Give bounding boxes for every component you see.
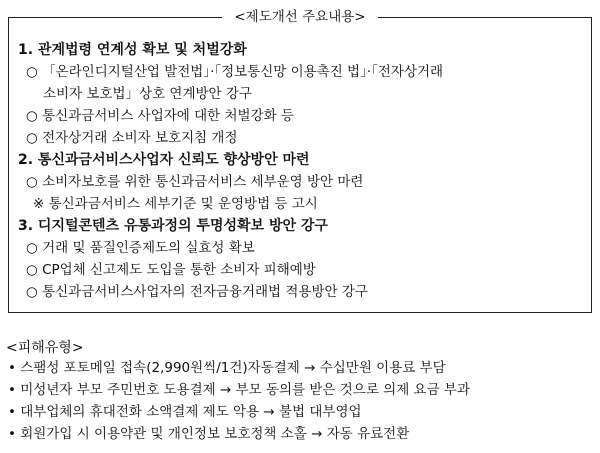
- damage-types-caption: <피해유형>: [6, 340, 84, 356]
- section-heading-2: 2. 통신과금서비스사업자 신뢰도 향상방안 마련: [18, 152, 310, 168]
- section-heading-3: 3. 디지털콘텐츠 유통과정의 투명성확보 방안 강구: [18, 218, 328, 234]
- list-item: ○ 「온라인디지털산업 발전법」·「정보통신망 이용촉진 법」·「전자상거래: [26, 64, 444, 80]
- list-item: ○ 전자상거래 소비자 보호지침 개정: [26, 130, 238, 146]
- list-item: ○ 소비자보호를 위한 통신과금서비스 세부운영 방안 마련: [26, 174, 364, 190]
- damage-item: • 미성년자 부모 주민번호 도용결제 → 부모 동의를 받은 것으로 의제 요금 부과: [8, 382, 470, 398]
- list-item-continuation: 소비자 보호법」상호 연계방안 강구: [43, 86, 252, 102]
- list-item: ○ 통신과금서비스사업자의 전자금융거래법 적용방안 강구: [26, 284, 368, 300]
- damage-item: • 스팸성 포토메일 접속(2,990원씩/1건)자동결제 → 수십만원 이용료 부담: [8, 360, 446, 376]
- damage-item: • 회원가입 시 이용약관 및 개인정보 보호정책 소홀 → 자동 유료전환: [8, 426, 410, 442]
- list-item: ○ 통신과금서비스 사업자에 대한 처벌강화 등: [26, 108, 294, 124]
- section-heading-1: 1. 관계법령 연계성 확보 및 처벌강화: [18, 42, 247, 58]
- list-item: ○ 거래 및 품질인증제도의 실효성 확보: [26, 240, 255, 256]
- box-title: <제도개선 주요내용>: [0, 7, 600, 27]
- damage-item: • 대부업체의 휴대전화 소액결제 제도 악용 → 불법 대부영업: [8, 404, 362, 420]
- note-item: ※ 통신과금서비스 세부기준 및 운영방법 등 고시: [33, 196, 318, 212]
- list-item: ○ CP업체 신고제도 도입을 통한 소비자 피해예방: [26, 262, 316, 278]
